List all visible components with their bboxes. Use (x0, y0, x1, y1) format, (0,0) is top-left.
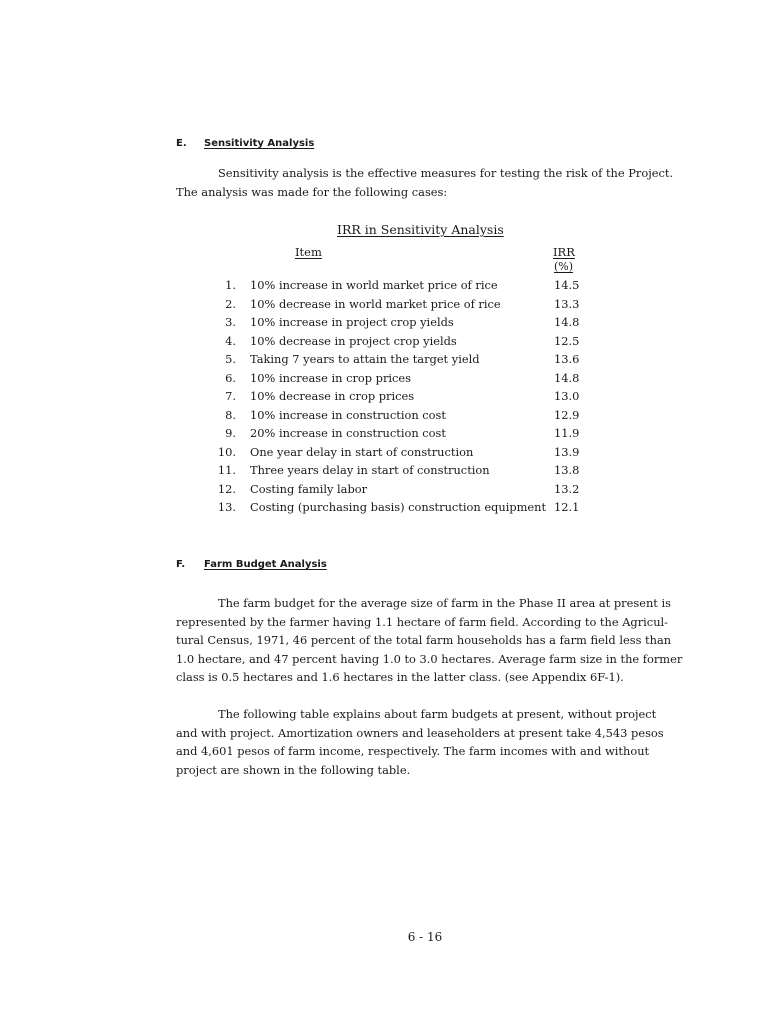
row-irr-value: 11.9 (554, 426, 580, 440)
row-irr-value: 13.6 (554, 352, 580, 366)
row-irr-value: 13.3 (554, 296, 580, 311)
irr-table-col-item: Item (295, 245, 322, 259)
table-row (208, 276, 608, 295)
text-line: project are shown in the following table. (176, 762, 411, 777)
row-number: 3. (225, 315, 236, 329)
table-row (208, 461, 608, 480)
section-e-heading (176, 138, 314, 149)
section-f-heading (176, 559, 327, 570)
row-number: 4. (225, 333, 236, 348)
row-item: Taking 7 years to attain the target yield (250, 352, 480, 366)
text-line: The farm budget for the average size of farm in the Phase II area at present is (218, 596, 671, 610)
row-number: 8. (225, 407, 236, 422)
section-e-intro (176, 164, 676, 201)
row-irr-value: 12.5 (554, 333, 580, 348)
text-line: and 4,601 pesos of farm income, respectively. The farm incomes with and without (176, 744, 650, 758)
row-irr-value: 14.8 (554, 315, 580, 329)
row-item: 20% increase in construction cost (250, 426, 446, 440)
irr-table-col-irr: IRR (553, 245, 575, 259)
row-irr-value: 13.8 (554, 463, 580, 477)
row-item: 10% decrease in project crop yields (250, 333, 457, 348)
irr-table-body (208, 276, 608, 517)
row-number: 5. (225, 352, 236, 366)
row-item: 10% decrease in crop prices (250, 389, 415, 403)
text-line: class is 0.5 hectares and 1.6 hectares in the latter class. (see Appendix 6F-1). (176, 670, 624, 684)
table-row (208, 406, 608, 425)
irr-table-title: IRR in Sensitivity Analysis (337, 222, 504, 237)
section-e-letter: E. (176, 138, 187, 149)
row-item: Costing family labor (250, 481, 368, 496)
row-item: Costing (purchasing basis) construction equipment (250, 500, 547, 514)
table-row (208, 313, 608, 332)
row-irr-value: 12.9 (554, 407, 580, 422)
row-irr-value: 13.9 (554, 444, 580, 459)
table-row (208, 369, 608, 388)
table-row (208, 387, 608, 406)
row-number: 2. (225, 296, 236, 311)
text-line: 1.0 hectare, and 47 percent having 1.0 to 3.0 hectares. Average farm size in the former (176, 651, 683, 666)
table-row (208, 498, 608, 517)
row-number: 1. (225, 278, 236, 292)
table-row (208, 480, 608, 499)
row-number: 11. (217, 463, 236, 477)
row-number: 12. (217, 481, 236, 496)
text-line: Sensitivity analysis is the effective measures for testing the risk of the Project. (218, 166, 674, 180)
row-irr-value: 14.8 (554, 370, 580, 385)
row-item: One year delay in start of construction (250, 444, 474, 459)
row-number: 9. (225, 426, 236, 440)
table-row (208, 295, 608, 314)
row-number: 6. (225, 370, 236, 385)
section-f-title: Farm Budget Analysis (204, 559, 327, 570)
page-number: 6 - 16 (407, 930, 443, 944)
irr-table-col-unit: (%) (554, 260, 574, 273)
row-item: Three years delay in start of construction (250, 463, 490, 477)
row-item: 10% decrease in world market price of rice (250, 296, 501, 311)
text-line: The analysis was made for the following cases: (176, 184, 448, 199)
row-number: 13. (217, 500, 236, 514)
text-line: tural Census, 1971, 46 percent of the total farm households has a farm field less than (176, 633, 672, 647)
table-row (208, 332, 608, 351)
section-e-title: Sensitivity Analysis (204, 138, 315, 149)
row-item: 10% increase in world market price of rice (250, 278, 498, 292)
row-irr-value: 14.5 (554, 278, 580, 292)
row-irr-value: 13.0 (554, 389, 580, 403)
row-item: 10% increase in project crop yields (250, 315, 454, 329)
row-number: 10. (217, 444, 236, 459)
row-number: 7. (225, 389, 236, 403)
text-line: The following table explains about farm budgets at present, without project (218, 707, 657, 721)
text-line: and with project. Amortization owners and leaseholders at present take 4,543 pesos (176, 725, 664, 740)
section-f-paragraph-2 (176, 705, 676, 779)
row-item: 10% increase in construction cost (250, 407, 446, 422)
text-line: represented by the farmer having 1.1 hectare of farm field. According to the Agricul- (176, 614, 669, 629)
table-row (208, 350, 608, 369)
section-f-paragraph-1 (176, 594, 683, 687)
row-item: 10% increase in crop prices (250, 370, 412, 385)
table-row (208, 443, 608, 462)
row-irr-value: 12.1 (554, 500, 580, 514)
table-row (208, 424, 608, 443)
section-f-letter: F. (176, 559, 186, 570)
row-irr-value: 13.2 (554, 481, 580, 496)
